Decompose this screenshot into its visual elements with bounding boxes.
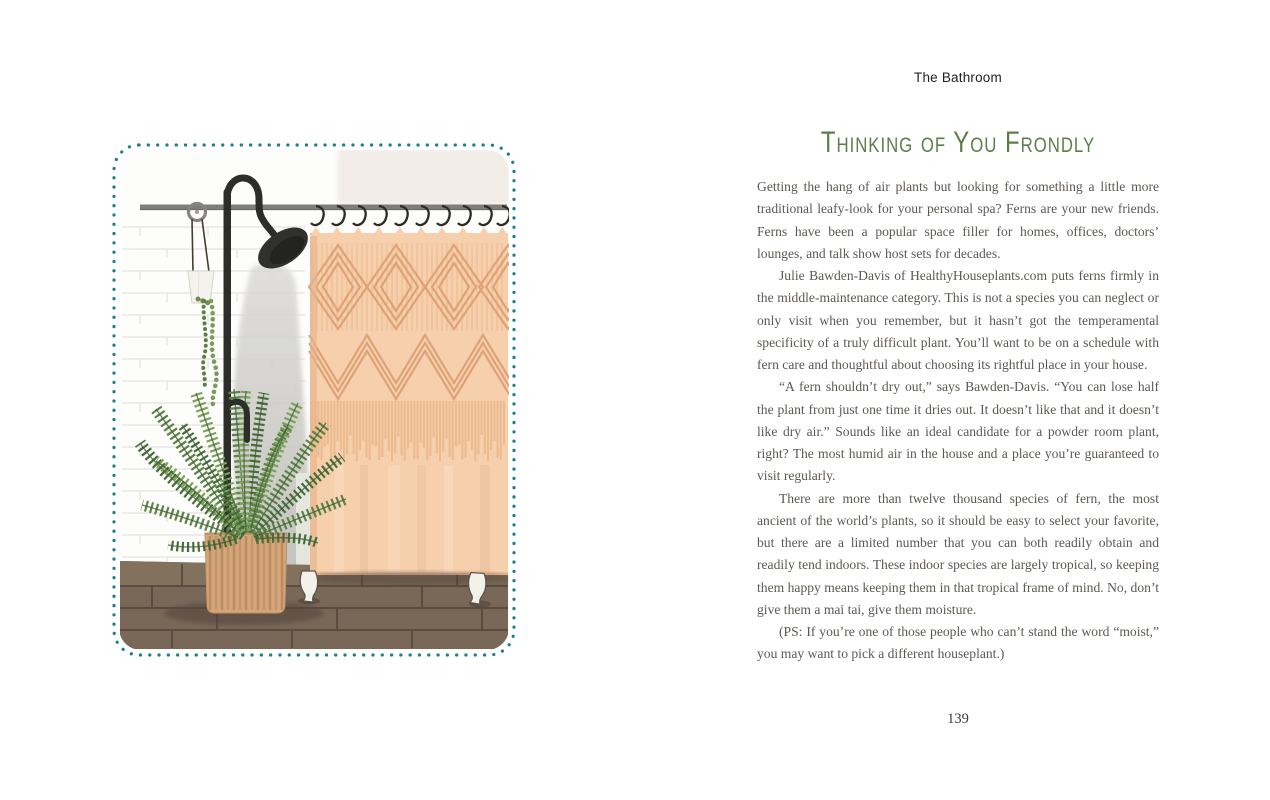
running-head: The Bathroom	[914, 70, 1002, 85]
hanging-pot	[188, 271, 214, 303]
fern-pot	[205, 533, 287, 613]
paragraph-4: There are more than twelve thousand species of fern, the most ancient of the world’s plants, so it should be easy to select your favorite, but there are a limited number that you can both readily obtain and readily tend indoors. These indoor species are largely tropical, so keeping them happy means keeping them in that tropical frame of mind. No, don’t give them a mai tai, give them moisture.	[757, 490, 1159, 617]
paragraph-2: Julie Bawden-Davis of HealthyHouseplants.com puts ferns firmly in the middle-maintenance category. This is not a species you can neglect or only visit when you remember, but it hasn’t got the temperamental specificity of a truly difficult plant. You’ll want to be on a schedule with fern care and thoughtful about choosing its rightful place in your house.	[757, 268, 1159, 372]
shower-curtain	[309, 233, 516, 575]
paragraph-5: (PS: If you’re one of those people who can’t stand the word “moist,” you may want to pick a different houseplant.)	[757, 624, 1159, 662]
paragraph-1: Getting the hang of air plants but looking for something a little more traditional leafy-look for your personal spa? Ferns are your new friends. Ferns have been a popular space filler for homes, offices, doctors’ lounges, and talk show host sets for decades.	[757, 179, 1159, 261]
bathroom-illustration	[112, 143, 516, 657]
chapter-title: Thinking of You Frondly	[820, 126, 1096, 159]
bathroom-illustration-svg	[112, 143, 516, 657]
paragraph-3: “A fern shouldn’t dry out,” says Bawden-Davis. “You can lose half the plant from just one time it dries out. It doesn’t like that and it doesn’t like dry air.” Sounds like an ideal candidate for a powder room plant, right? The most humid air in the house and a place you’re guaranteed to visit regularly.	[757, 379, 1159, 484]
page-number: 139	[947, 711, 969, 727]
body-text	[757, 176, 1159, 666]
